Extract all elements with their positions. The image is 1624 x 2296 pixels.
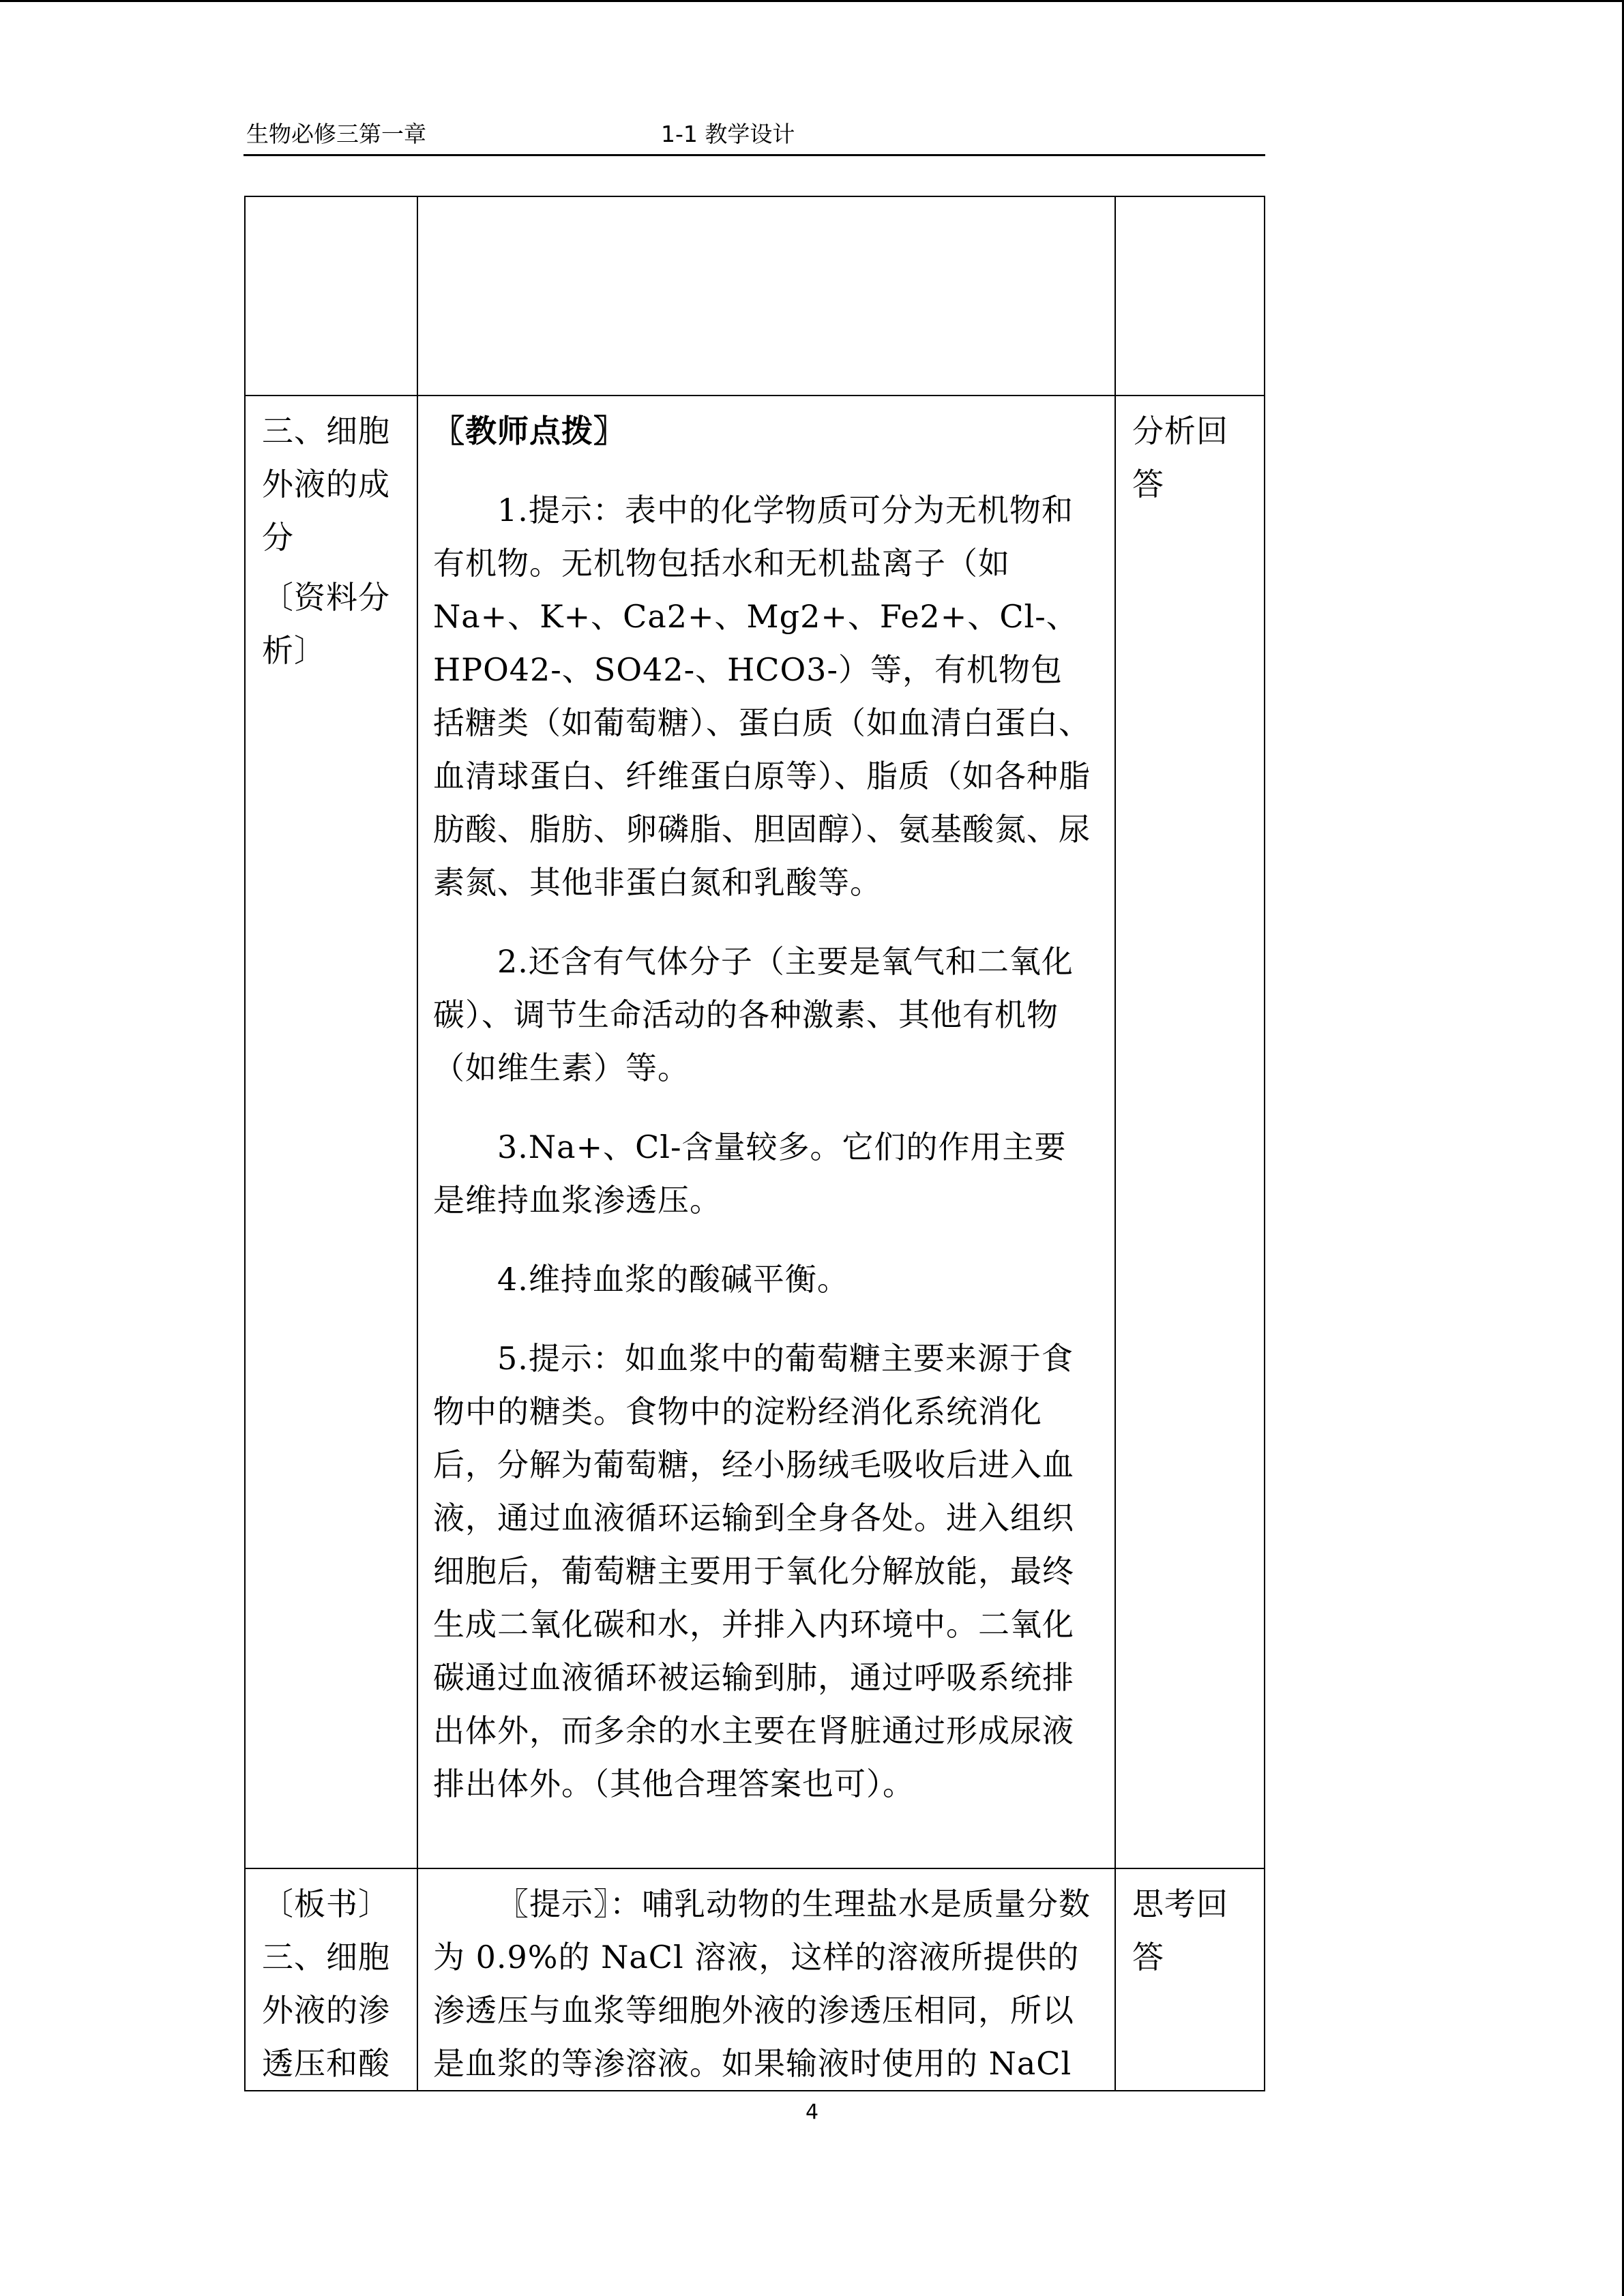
table-cell: [1115, 196, 1265, 396]
table-cell: [417, 196, 1115, 396]
section-line: 三、细胞: [262, 413, 390, 449]
header-chapter: 生物必修三第一章: [246, 121, 426, 147]
section-line: 〔资料分: [262, 579, 390, 616]
section-line: 三、细胞: [262, 1939, 390, 1976]
paragraph: 1.提示：表中的化学物质可分为无机物和有机物。无机物包括水和无机盐离子（如Na+、K+、Ca2+、Mg2+、Fe2+、Cl-、HPO42-、SO42-、HCO3-）等，有机物包括糖类（如葡萄糖）、蛋白质（如血清白蛋白、血清球蛋白、纤维蛋白原等）、脂质（如各种脂肪酸、脂肪、卵磷脂、胆固醇）、氨基酸氮、尿素氮、其他非蛋白氮和乳酸等。: [433, 492, 1091, 901]
lesson-table: [244, 196, 1265, 2091]
table-cell: [245, 196, 417, 396]
paragraph: 5.提示：如血浆中的葡萄糖主要来源于食物中的糖类。食物中的淀粉经消化系统消化后，分解为葡萄糖，经小肠绒毛吸收后进入血液，通过血液循环运输到全身各处。进入组织细胞后，葡萄糖主要用于氧化分解放能，最终生成二氧化碳和水，并排入内环境中。二氧化碳通过血液循环被运输到肺，通过呼吸系统排出体外，而多余的水主要在肾脏通过形成尿液排出体外。（其他合理答案也可）。: [433, 1340, 1074, 1802]
section-line: 外液的成: [262, 466, 390, 503]
section-line: 分: [262, 519, 294, 556]
activity-line: 思考回: [1132, 1885, 1228, 1922]
table-row: [245, 1868, 1265, 2091]
activity-line: 答: [1132, 466, 1164, 503]
content-cell: [417, 1868, 1115, 2091]
section-line: 析〕: [262, 632, 326, 669]
paragraph: 3.Na+、Cl-含量较多。它们的作用主要是维持血浆渗透压。: [433, 1129, 1067, 1219]
activity-cell: [1115, 1868, 1265, 2091]
section-cell: [245, 1868, 417, 2091]
content-cell: [417, 396, 1115, 1868]
header-rule: [243, 154, 1265, 156]
paragraph: 〖提示〗：哺乳动物的生理盐水是质量分数为 0.9%的 NaCl 溶液，这样的溶液所提供的渗透压与血浆等细胞外液的渗透压相同，所以是血浆的等渗溶液。如果输液时使用的 NaCl: [433, 1885, 1091, 2082]
header-title: 1-1 教学设计: [661, 121, 795, 147]
activity-cell: [1115, 396, 1265, 1868]
section-line: 外液的渗: [262, 1992, 390, 2029]
section-cell: [245, 396, 417, 1868]
page-number: 4: [805, 2100, 819, 2124]
paragraph: 4.维持血浆的酸碱平衡。: [497, 1261, 849, 1298]
activity-line: 答: [1132, 1939, 1164, 1976]
section-line: 透压和酸: [262, 2045, 390, 2082]
activity-line: 分析回: [1132, 413, 1228, 449]
teacher-tip-heading: 〖教师点拨〗: [433, 413, 625, 449]
page-top-border: [0, 0, 1624, 2]
table-row: [245, 396, 1265, 1868]
table-row: [245, 196, 1265, 396]
paragraph: 2.还含有气体分子（主要是氧气和二氧化碳）、调节生命活动的各种激素、其他有机物（如维生素）等。: [433, 943, 1074, 1086]
page-header: [243, 113, 1265, 155]
section-line: 〔板书〕: [262, 1885, 390, 1922]
